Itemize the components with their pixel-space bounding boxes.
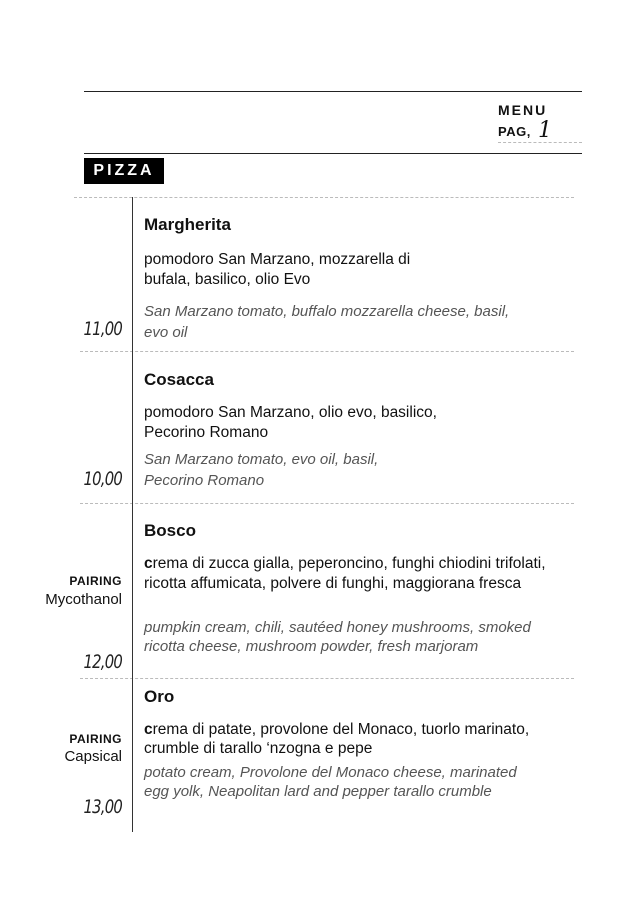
separator (80, 503, 574, 504)
separator (80, 678, 574, 679)
top-rule (84, 91, 582, 92)
item-name: Bosco (144, 521, 196, 540)
page-number: 1 (538, 118, 552, 143)
item-name: Cosacca (144, 370, 214, 389)
item-description-en: pumpkin cream, chili, sautéed honey mushrooms, smoked ricotta cheese, mushroom powder, fresh marjoram (144, 619, 531, 655)
separator (80, 351, 574, 352)
page-dash-rule (498, 142, 582, 143)
pairing-name: Mycothanol (45, 591, 122, 608)
item-price: 10,00 (83, 468, 122, 490)
section-title: PIZZA (84, 158, 164, 184)
item-name: Oro (144, 687, 175, 706)
item-description-en: San Marzano tomato, evo oil, basil, Pecorino Romano (144, 451, 379, 489)
item-description-en: potato cream, Provolone del Monaco cheese, marinated egg yolk, Neapolitan lard and pepper tarallo crumble (144, 764, 517, 800)
page-label: PAG, (498, 124, 531, 139)
item-description-it: pomodoro San Marzano, mozzarella di bufala, basilico, olio Evo (144, 251, 411, 288)
item-description-en: San Marzano tomato, buffalo mozzarella cheese, basil, evo oil (144, 303, 510, 341)
item-description-it: pomodoro San Marzano, olio evo, basilico, Pecorino Romano (144, 404, 437, 441)
menu-label: MENU (498, 102, 548, 118)
pairing-label: PAIRING (69, 574, 122, 588)
separator (74, 197, 574, 198)
header-bottom-rule (84, 153, 582, 154)
item-price: 12,00 (83, 651, 122, 673)
item-name: Margherita (144, 215, 231, 234)
item-price: 11,00 (83, 318, 122, 340)
pairing-label: PAIRING (69, 732, 122, 746)
item-description-it: crema di zucca gialla, peperoncino, funghi chiodini trifolati, ricotta affumicata, polvere di funghi, maggiorana fresca (144, 555, 546, 592)
item-price: 13,00 (83, 796, 122, 818)
price-column-divider (132, 197, 133, 832)
item-description-it: crema di patate, provolone del Monaco, tuorlo marinato, crumble di tarallo ‘nzogna e pepe (144, 721, 530, 757)
pairing-name: Capsical (64, 748, 122, 765)
